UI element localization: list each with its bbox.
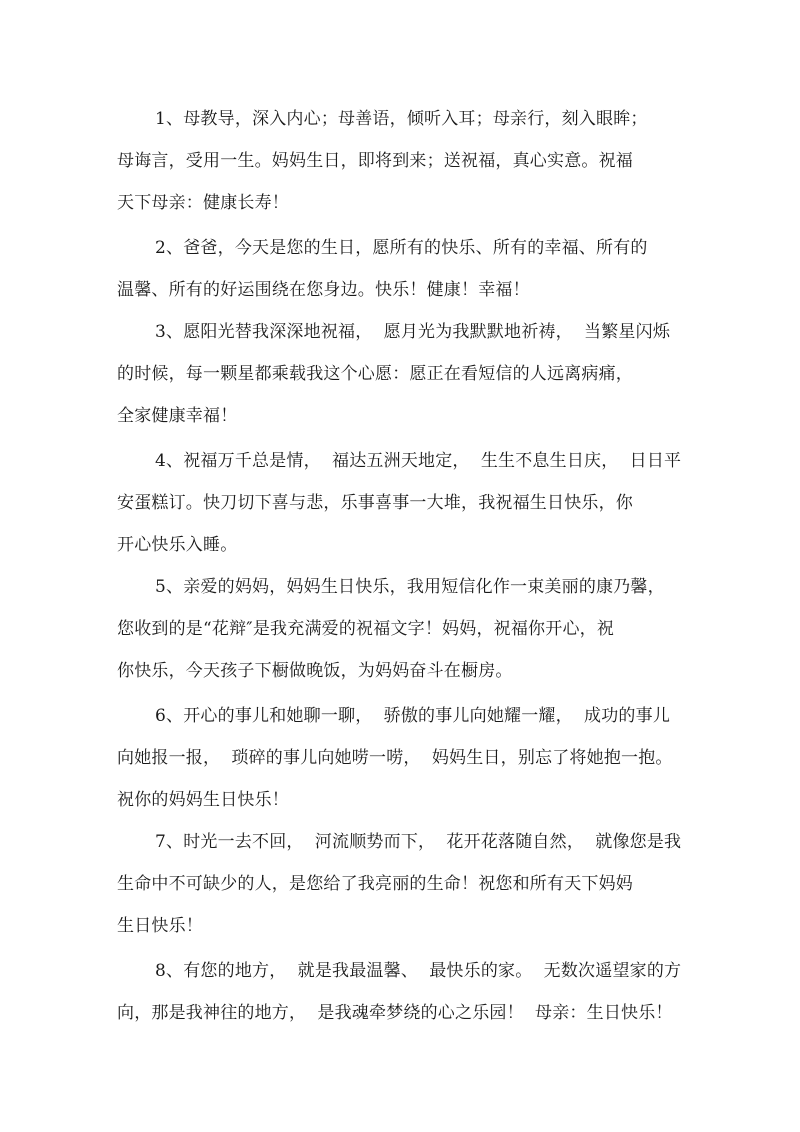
text-line: 开心快乐入睡。 (117, 535, 238, 555)
text-line: 3、愿阳光替我深深地祝福， 愿月光为我默默地祈祷， 当繁星闪烁 (155, 322, 671, 342)
text-line: 安蛋糕订。快刀切下喜与悲，乐事喜事一大堆，我祝福生日快乐，你 (117, 493, 633, 513)
text-line: 你快乐，今天孩子下橱做晚饭，为妈妈奋斗在橱房。 (117, 661, 513, 681)
text-line: 向她报一报， 琐碎的事儿向她唠一唠， 妈妈生日，别忘了将她抱一抱。 (117, 748, 673, 768)
text-line: 温馨、所有的好运围绕在您身边。快乐！健康！幸福！ (117, 280, 530, 300)
text-line: 4、祝福万千总是情， 福达五洲天地定， 生生不息生日庆， 日日平 (155, 451, 682, 471)
text-line: 祝你的妈妈生日快乐！ (117, 790, 289, 810)
text-line: 全家健康幸福！ (117, 406, 238, 426)
text-line: 6、开心的事儿和她聊一聊， 骄傲的事儿向她耀一耀， 成功的事儿 (155, 706, 671, 726)
text-line: 母诲言，受用一生。妈妈生日，即将到来；送祝福，真心实意。祝福 (117, 151, 633, 171)
text-line: 生命中不可缺少的人，是您给了我亮丽的生命！祝您和所有天下妈妈 (117, 874, 633, 894)
text-line: 5、亲爱的妈妈，妈妈生日快乐，我用短信化作一束美丽的康乃馨， (155, 577, 665, 597)
text-line: 1、母教导，深入内心；母善语，倾听入耳；母亲行，刻入眼眸； (155, 109, 648, 129)
text-line: 7、时光一去不回， 河流顺势而下， 花开花落随自然， 就像您是我 (155, 832, 682, 852)
text-line: 向，那是我神往的地方， 是我魂牵梦绕的心之乐园！ 母亲：生日快乐！ (117, 1003, 673, 1023)
text-line: 的时候，每一颗星都乘载我这个心愿：愿正在看短信的人远离病痛， (117, 364, 633, 384)
text-line: 8、有您的地方， 就是我最温馨、 最快乐的家。 无数次遥望家的方 (155, 961, 682, 981)
text-line: 天下母亲：健康长寿！ (117, 193, 289, 213)
text-line: 生日快乐！ (117, 916, 203, 936)
text-line: 2、爸爸，今天是您的生日，愿所有的快乐、所有的幸福、所有的 (155, 238, 648, 258)
text-line: 您收到的是“花辩″是我充满爱的祝福文字！妈妈，祝福你开心，祝 (117, 619, 615, 639)
